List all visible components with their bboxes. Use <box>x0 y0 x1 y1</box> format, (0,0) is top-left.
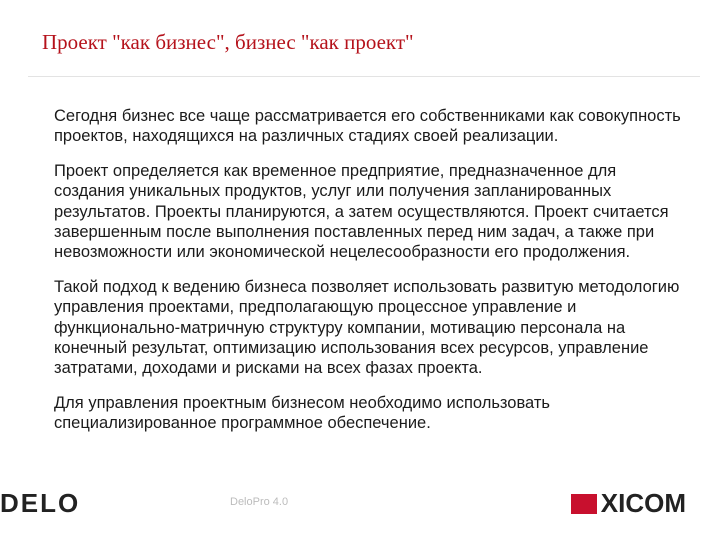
paragraph: Сегодня бизнес все чаще рассматривается его собственниками как совокупность проектов, находящихся на различных стадиях своей реализации. <box>54 107 681 146</box>
logo-mark-icon <box>571 494 597 514</box>
footer-caption: DeloPro 4.0 <box>230 496 289 508</box>
paragraph: Такой подход к ведению бизнеса позволяет использовать развитую методологию управления проектами, предполагающую процессное управление и функционально-матричную структуру компании, мотивацию персонала на конечный результат, оптимизацию использования всех ресурсов, управление затратами, доходами и рисками на всех фазах проекта. <box>54 277 680 378</box>
company-logo-left: DELO <box>0 488 81 518</box>
slide-footer <box>0 484 720 524</box>
company-logo-right <box>571 488 686 519</box>
paragraph: Проект определяется как временное предприятие, предназначенное для создания уникальных продуктов, услуг или получения запланированных результатов. Проекты планируются, а затем осуществляются. Проект считается завершенным после выполнения поставленных перед ним задач, а также при невозможности или экономической нецелесообразности его продолжения. <box>54 161 669 262</box>
slide-body <box>54 106 690 448</box>
title-divider <box>28 76 700 77</box>
company-logo-right-text: XICOM <box>600 488 686 518</box>
slide-title: Проект "как бизнес", бизнес "как проект" <box>42 30 414 54</box>
paragraph: Для управления проектным бизнесом необходимо использовать специализированное программное обеспечение. <box>54 393 551 433</box>
